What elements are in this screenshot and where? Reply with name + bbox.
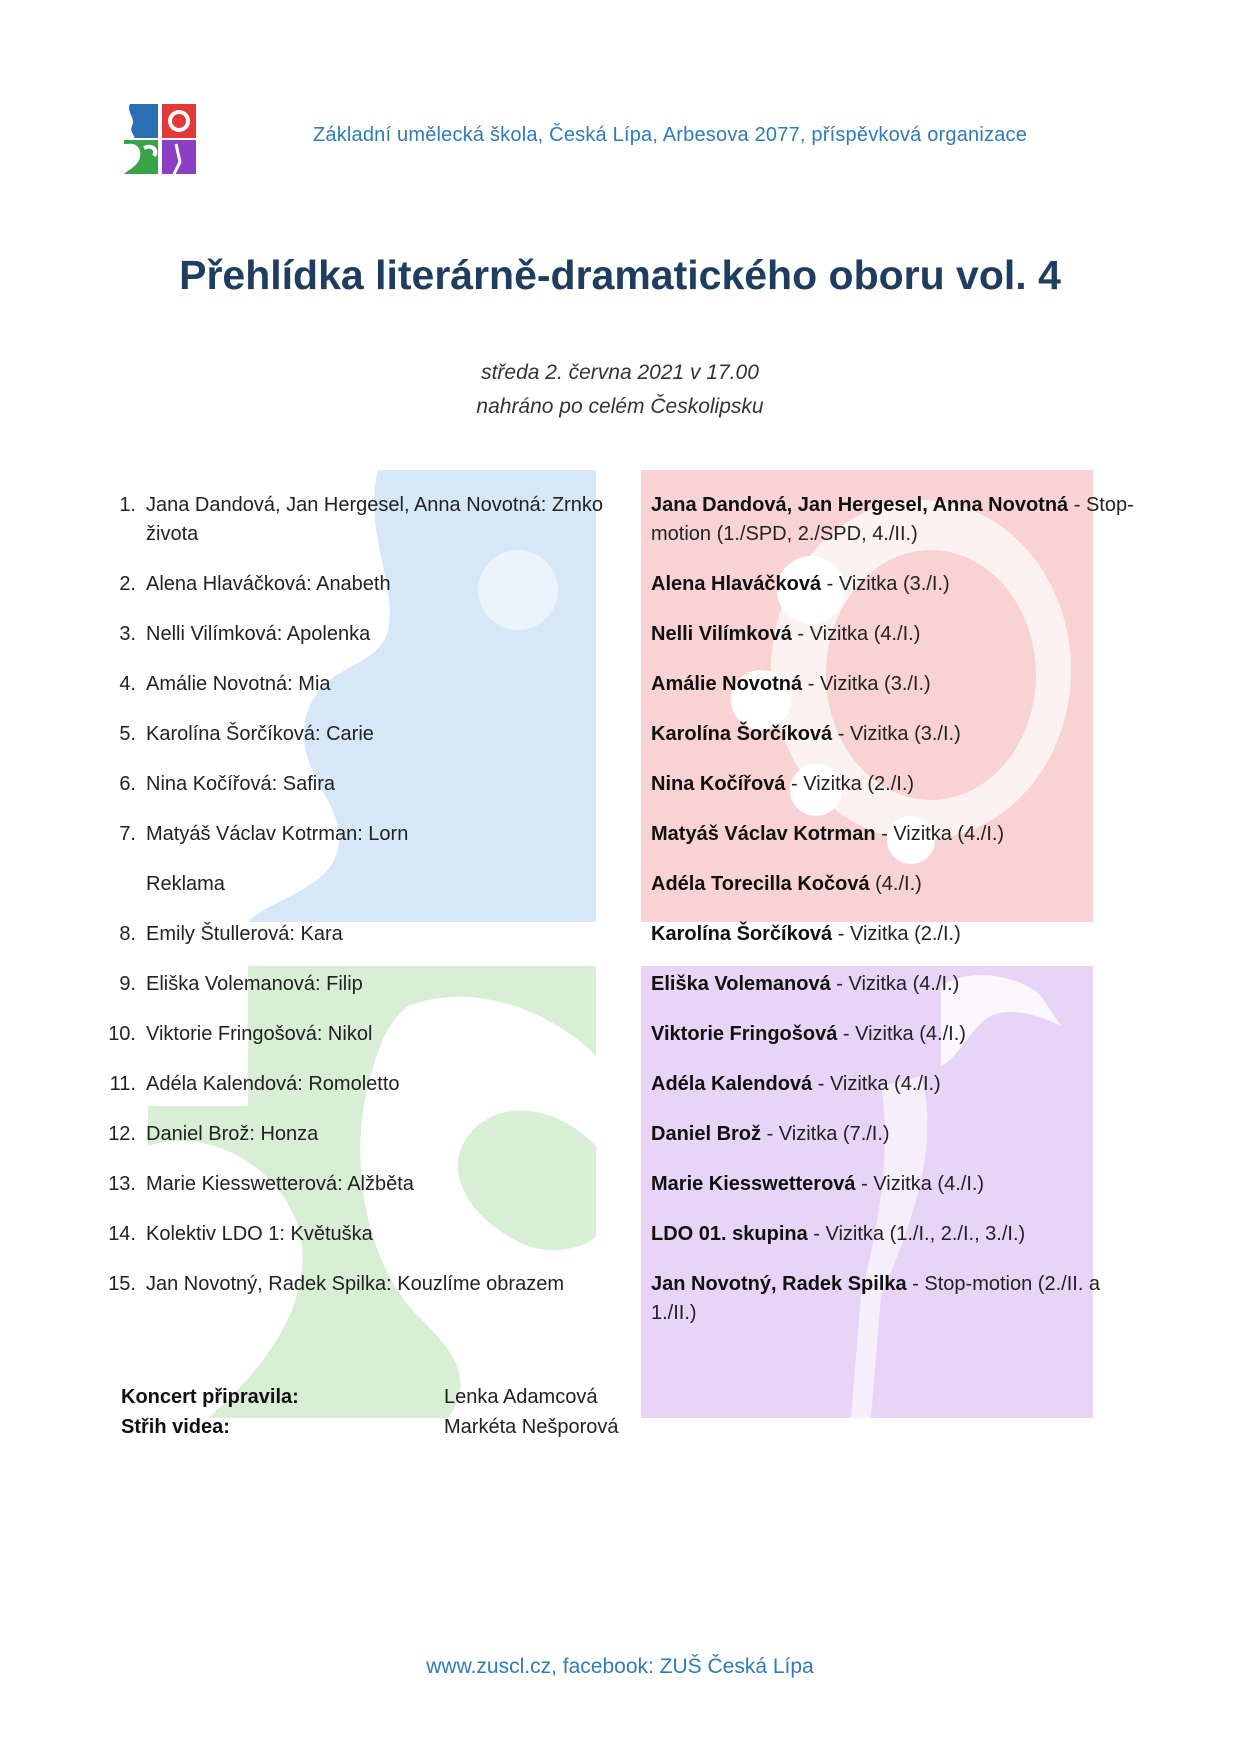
program-performance: Jana Dandová, Jan Hergesel, Anna Novotná: Zrnko života [146,494,603,545]
program-right-item [651,1070,1141,1099]
performer-names: Nelli Vilímková [651,623,792,645]
performer-names: Eliška Volemanová [651,973,831,995]
performer-names: Karolína Šorčíková [651,723,833,745]
performance-detail: - Stop-motion (2./II. a 1./II.) [651,1273,1101,1324]
program-number: 1. [119,494,136,516]
program-right-item [651,920,1141,949]
performer-names: Jana Dandová, Jan Hergesel, Anna Novotná [651,494,1069,516]
program-number: 5. [119,723,136,745]
program-performance: Emily Štullerová: Kara [146,923,343,945]
performance-detail: (4./I.) [869,873,922,895]
program-number: 12. [108,1123,136,1145]
program-number: 14. [108,1223,136,1245]
program-performance: Jan Novotný, Radek Spilka: Kouzlíme obrazem [146,1273,564,1295]
performer-names: Adéla Kalendová [651,1073,813,1095]
program-right-item [651,970,1141,999]
program-performance: Kolektiv LDO 1: Květuška [146,1223,373,1245]
program-performance: Adéla Kalendová: Romoletto [146,1073,400,1095]
credit-editing-value: Markéta Nešporová [444,1416,619,1438]
program-right-item [651,1170,1141,1199]
program-left-item [92,820,612,849]
program-performance: Nina Kočířová: Safira [146,773,335,795]
program-performance: Viktorie Fringošová: Nikol [146,1023,373,1045]
page-title: Přehlídka literárně-dramatického oboru vol. 4 [179,252,1061,298]
footer-links[interactable]: www.zuscl.cz, facebook: ZUŠ Česká Lípa [426,1655,814,1678]
program-right-item [651,870,1141,899]
performer-names: Jan Novotný, Radek Spilka [651,1273,907,1295]
program-right-item [651,720,1141,749]
program-left-item [92,1120,612,1149]
program-right-item [651,670,1141,699]
credit-prepared-label: Koncert připravila: [121,1386,299,1408]
performer-names: LDO 01. skupina [651,1223,808,1245]
credit-prepared-value: Lenka Adamcová [444,1386,598,1408]
performer-names: Nina Kočířová [651,773,786,795]
performer-names: Karolína Šorčíková [651,923,833,945]
performance-detail: - Vizitka (7./I.) [761,1123,890,1145]
performance-detail: - Vizitka (4./I.) [837,1023,966,1045]
performance-detail: - Vizitka (4./I.) [830,973,960,995]
program-number: 11. [109,1073,136,1095]
program-number: 10. [108,1023,136,1045]
program-right-item [651,491,1141,549]
performance-detail: - Stop-motion (1./SPD, 2./SPD, 4./II.) [651,494,1134,545]
program-performance: Nelli Vilímková: Apolenka [146,623,371,645]
performance-detail: - Vizitka (2./I.) [832,923,961,945]
performer-names: Alena Hlaváčková [651,573,822,595]
performance-detail: - Vizitka (2./I.) [785,773,915,795]
performer-names: Adéla Torecilla Kočová [651,873,870,895]
program-right-item [651,1220,1141,1249]
program-number: 9. [119,973,136,995]
program-number: 7. [119,823,136,845]
program-right-item [651,1020,1141,1049]
program-left-item [92,1270,612,1299]
performer-names: Marie Kiesswetterová [651,1173,856,1195]
program-left-item [92,1170,612,1199]
program-left-item [92,570,612,599]
program-number: 3. [119,623,136,645]
program-left-item [92,1070,612,1099]
program-performance: Matyáš Václav Kotrman: Lorn [146,823,409,845]
program-right-item [651,620,1141,649]
performer-names: Matyáš Václav Kotrman [651,823,876,845]
recording-note: nahráno po celém Českolipsku [476,395,764,418]
performance-detail: - Vizitka (1./I., 2./I., 3./I.) [807,1223,1026,1245]
credit-editing-label: Střih videa: [121,1416,230,1438]
program-right-item [651,1120,1141,1149]
program-performance: Amálie Novotná: Mia [146,673,331,695]
performance-detail: - Vizitka (3./I.) [802,673,931,695]
program-performance: Karolína Šorčíková: Carie [146,723,374,745]
program-left-item [92,970,612,999]
program-left-item [92,870,612,899]
school-name: Základní umělecká škola, Česká Lípa, Arbesova 2077, příspěvková organizace [312,124,1028,146]
program-right-item [651,1270,1141,1328]
performance-detail: - Vizitka (3./I.) [821,573,950,595]
program-performance: Daniel Brož: Honza [146,1123,319,1145]
program-number: 15. [108,1273,136,1295]
school-logo [124,104,196,174]
program-number: 13. [108,1173,136,1195]
program-number: 6. [119,773,136,795]
program-performance: Marie Kiesswetterová: Alžběta [146,1173,414,1195]
program-left-item [92,670,612,699]
performance-detail: - Vizitka (4./I.) [812,1073,941,1095]
performer-names: Amálie Novotná [651,673,803,695]
performer-names: Daniel Brož [651,1123,762,1145]
program-left-item [92,720,612,749]
program-right-item [651,770,1141,799]
performance-detail: - Vizitka (4./I.) [855,1173,985,1195]
performer-names: Viktorie Fringošová [651,1023,838,1045]
program-performance: Reklama [146,873,225,895]
event-date: středa 2. června 2021 v 17.00 [481,361,759,384]
performance-detail: - Vizitka (4./I.) [875,823,1005,845]
program-left-item [92,620,612,649]
program-right-item [651,570,1141,599]
program-number: 2. [119,573,136,595]
performance-detail: - Vizitka (4./I.) [791,623,921,645]
program-left-item [92,1220,612,1249]
program-number: 4. [119,673,136,695]
program-performance: Alena Hlaváčková: Anabeth [146,573,391,595]
program-performance: Eliška Volemanová: Filip [146,973,363,995]
program-right-item [651,820,1141,849]
program-left-item [92,920,612,949]
program-left-item [92,770,612,799]
performance-detail: - Vizitka (3./I.) [832,723,961,745]
program-left-item [92,1020,612,1049]
program-number: 8. [119,923,136,945]
program-left-item [92,491,612,549]
